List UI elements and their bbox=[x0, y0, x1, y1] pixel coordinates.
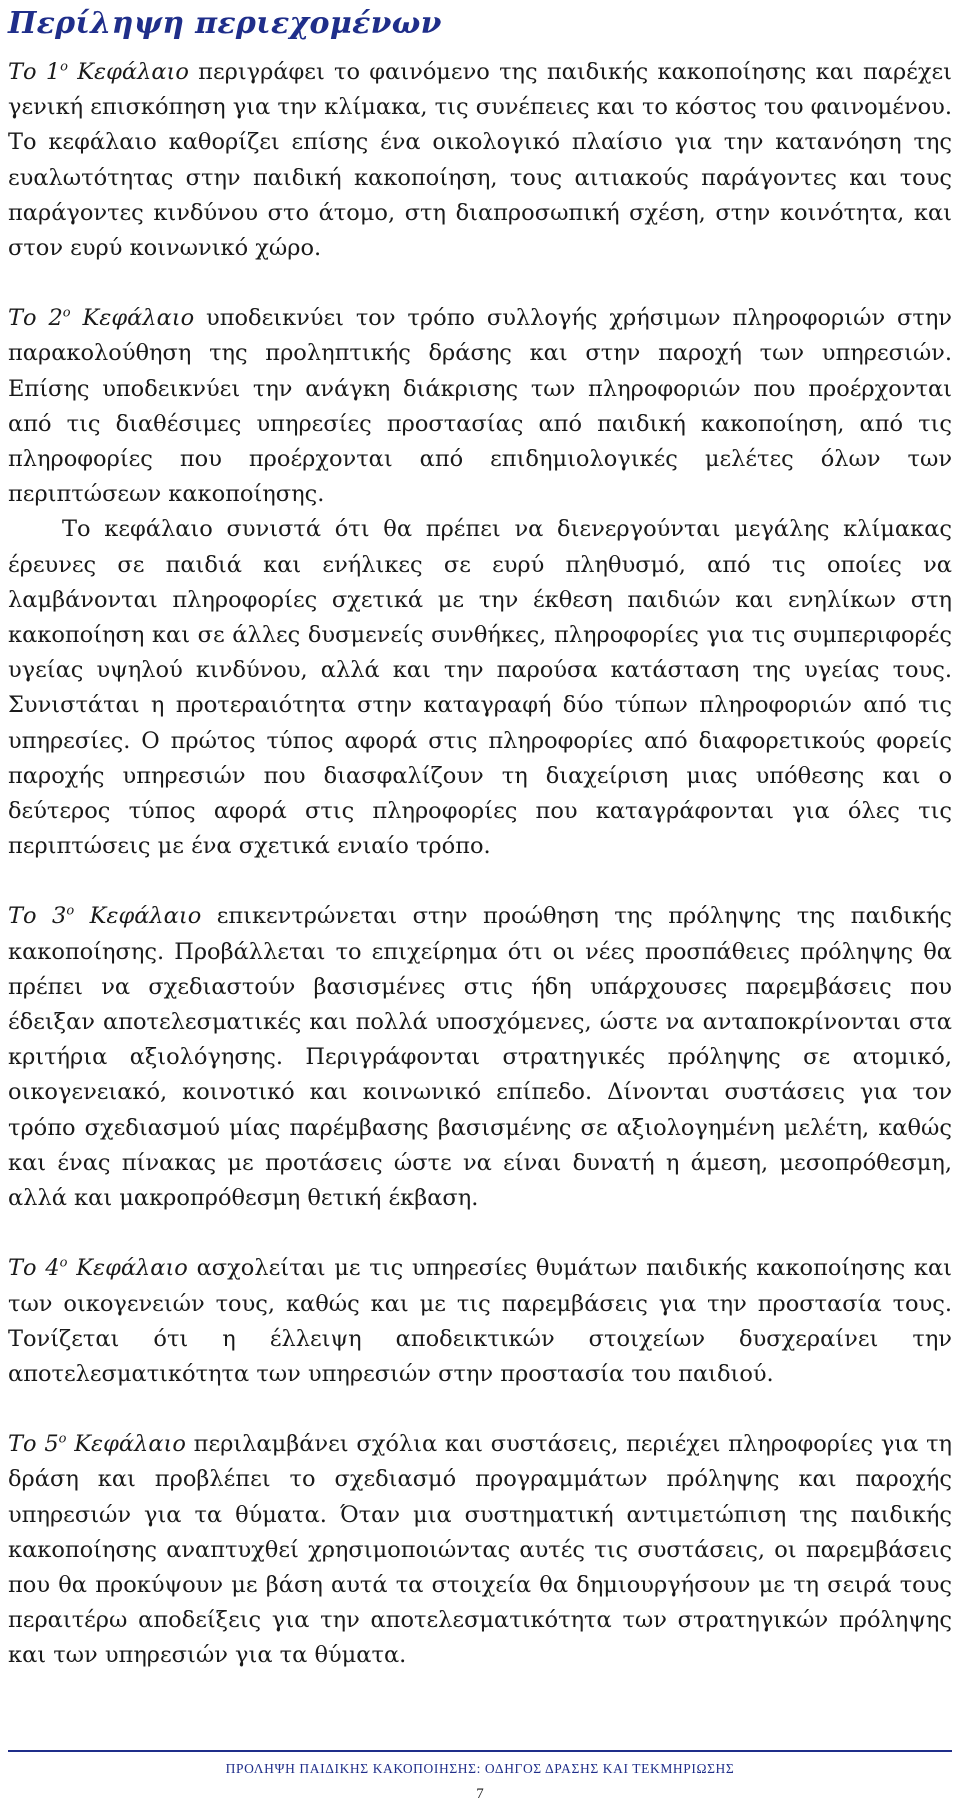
paragraph-chapter-2 bbox=[8, 301, 952, 512]
paragraph-text: Το κεφάλαιο συνιστά ότι θα πρέπει να διενεργούνται μεγάλης κλίμακας έρευνες σε παιδιά και ενήλικες σε ευρύ πληθυσμό, από τις οποίες να λαμβάνονται πληροφορίες σχετικά με την έκθεση παιδιών και ενηλίκων στη κακοποίηση και σε άλλες δυσμενείς συνθήκες, πληροφορίες για τις συμπεριφορές υγείας υψηλού κινδύνου, αλλά και την παρούσα κατάσταση της υγείας τους. Συνιστάται η προτεραιότητα στην καταγραφή δύο τύπων πληροφοριών από τις υπηρεσίες. Ο πρώτος τύπος αφορά στις πληροφορίες από διαφορετικούς φορείς παροχής υπηρεσιών που διασφαλίζουν τη διαχείριση μιας υπόθεσης και ο δεύτερος τύπος αφορά στις πληροφορίες που καταγράφονται για όλες τις περιπτώσεις με ένα σχετικά ενιαίο τρόπο. bbox=[8, 516, 952, 860]
running-footer-title: ΠΡΟΛΗΨΗ ΠΑΙΔΙΚΗΣ ΚΑΚΟΠΟΙΗΣΗΣ: ΟΔΗΓΟΣ ΔΡΑΣΗΣ ΚΑΙ ΤΕΚΜΗΡΙΩΣΗΣ bbox=[225, 1761, 735, 1776]
paragraph-text: περιγράφει το φαινόμενο της παιδικής κακοποίησης και παρέχει γενική επισκόπηση για την κλίμακα, τις συνέπειες και το κόστος του φαινομένου. Το κεφάλαιο καθορίζει επίσης ένα οικολογικό πλαίσιο για την κατανόηση της ευαλωτότητας στην παιδική κακοποίηση, τους αιτιακούς παράγοντες και τους παράγοντες κινδύνου στο άτομο, στη διαπροσωπική σχέση, στην κοινότητα, και στον ευρύ κοινωνικό χώρο. bbox=[8, 59, 953, 262]
page-title: Περίληψη περιεχομένων bbox=[8, 6, 442, 41]
chapter-label: Το $5^o$ Κεφάλαιο bbox=[8, 1431, 186, 1458]
paragraph-chapter-1 bbox=[8, 55, 952, 266]
chapter-label: Το $1^o$ Κεφάλαιο bbox=[8, 59, 189, 85]
chapter-label: Το $4^o$ Κεφάλαιο bbox=[8, 1255, 188, 1282]
footer-divider bbox=[8, 1750, 952, 1752]
paragraph-text: περιλαμβάνει σχόλια και συστάσεις, περιέχει πληροφορίες για τη δράση και προβλέπει το σχεδιασμό προγραμμάτων πρόληψης και παροχής υπηρεσιών για τα θύματα. Όταν μια συστηματική αντιμετώπιση της παιδικής κακοποίησης αναπτυχθεί χρησιμοποιώντας αυτές τις συστάσεις, οι παρεμβάσεις που θα προκύψουν με βάση αυτά τα στοιχεία θα δημιουργήσουν με τη σειρά τους περαιτέρω αποδείξεις για την αποτελεσματικότητα των στρατηγικών πρόληψης και των υπηρεσιών για τα θύματα. bbox=[8, 1431, 952, 1669]
paragraph-chapter-3 bbox=[8, 899, 952, 1216]
chapter-label: Το $2^o$ Κεφάλαιο bbox=[8, 305, 195, 332]
document-page bbox=[8, 0, 952, 1674]
paragraph-chapter-2-continued bbox=[8, 512, 952, 864]
paragraph-chapter-5 bbox=[8, 1427, 952, 1673]
chapter-label: Το $3^o$ Κεφάλαιο bbox=[8, 903, 202, 930]
paragraph-text: ασχολείται με τις υπηρεσίες θυμάτων παιδικής κακοποίησης και των οικογενειών τους, καθώς και με τις παρεμβάσεις για την προστασία τους. Τονίζεται ότι η έλλειψη αποδεικτικών στοιχείων δυσχεραίνει την αποτελεσματικότητα των υπηρεσιών στην προστασία του παιδιού. bbox=[8, 1255, 953, 1387]
paragraph-text: υποδεικνύει τον τρόπο συλλογής χρήσιμων πληροφοριών στην παρακολούθηση της προληπτικής δράσης και στην παροχή των υπηρεσιών. Επίσης υποδεικνύει την ανάγκη διάκρισης των πληροφοριών που προέρχονται από τις διαθέσιμες υπηρεσίες προστασίας από παιδική κακοποίηση, από τις πληροφορίες που προέρχονται από επιδημιολογικές μελέτες όλων των περιπτώσεων κακοποίησης. bbox=[8, 305, 952, 508]
page-number: 7 bbox=[476, 1786, 484, 1802]
paragraph-chapter-4 bbox=[8, 1251, 952, 1392]
paragraph-text: επικεντρώνεται στην προώθηση της πρόληψης της παιδικής κακοποίησης. Προβάλλεται το επιχείρημα ότι οι νέες προσπάθειες πρόληψης θα πρέπει να σχεδιαστούν βασισμένες στις ήδη υπάρχουσες παρεμβάσεις που έδειξαν αποτελεσματικές και πολλά υποσχόμενες, ώστε να ανταποκρίνονται στα κριτήρια αξιολόγησης. Περιγράφονται στρατηγικές πρόληψης σε ατομικό, οικογενειακό, κοινοτικό και κοινωνικό επίπεδο. Δίνονται συστάσεις για τον τρόπο σχεδιασμού μίας παρέμβασης βασισμένης σε αξιολογημένη μελέτη, καθώς και ένας πίνακας με προτάσεις ώστε να είναι δυνατή η άμεση, μεσοπρόθεσμη, αλλά και μακροπρόθεσμη θετική έκβαση. bbox=[8, 903, 952, 1212]
